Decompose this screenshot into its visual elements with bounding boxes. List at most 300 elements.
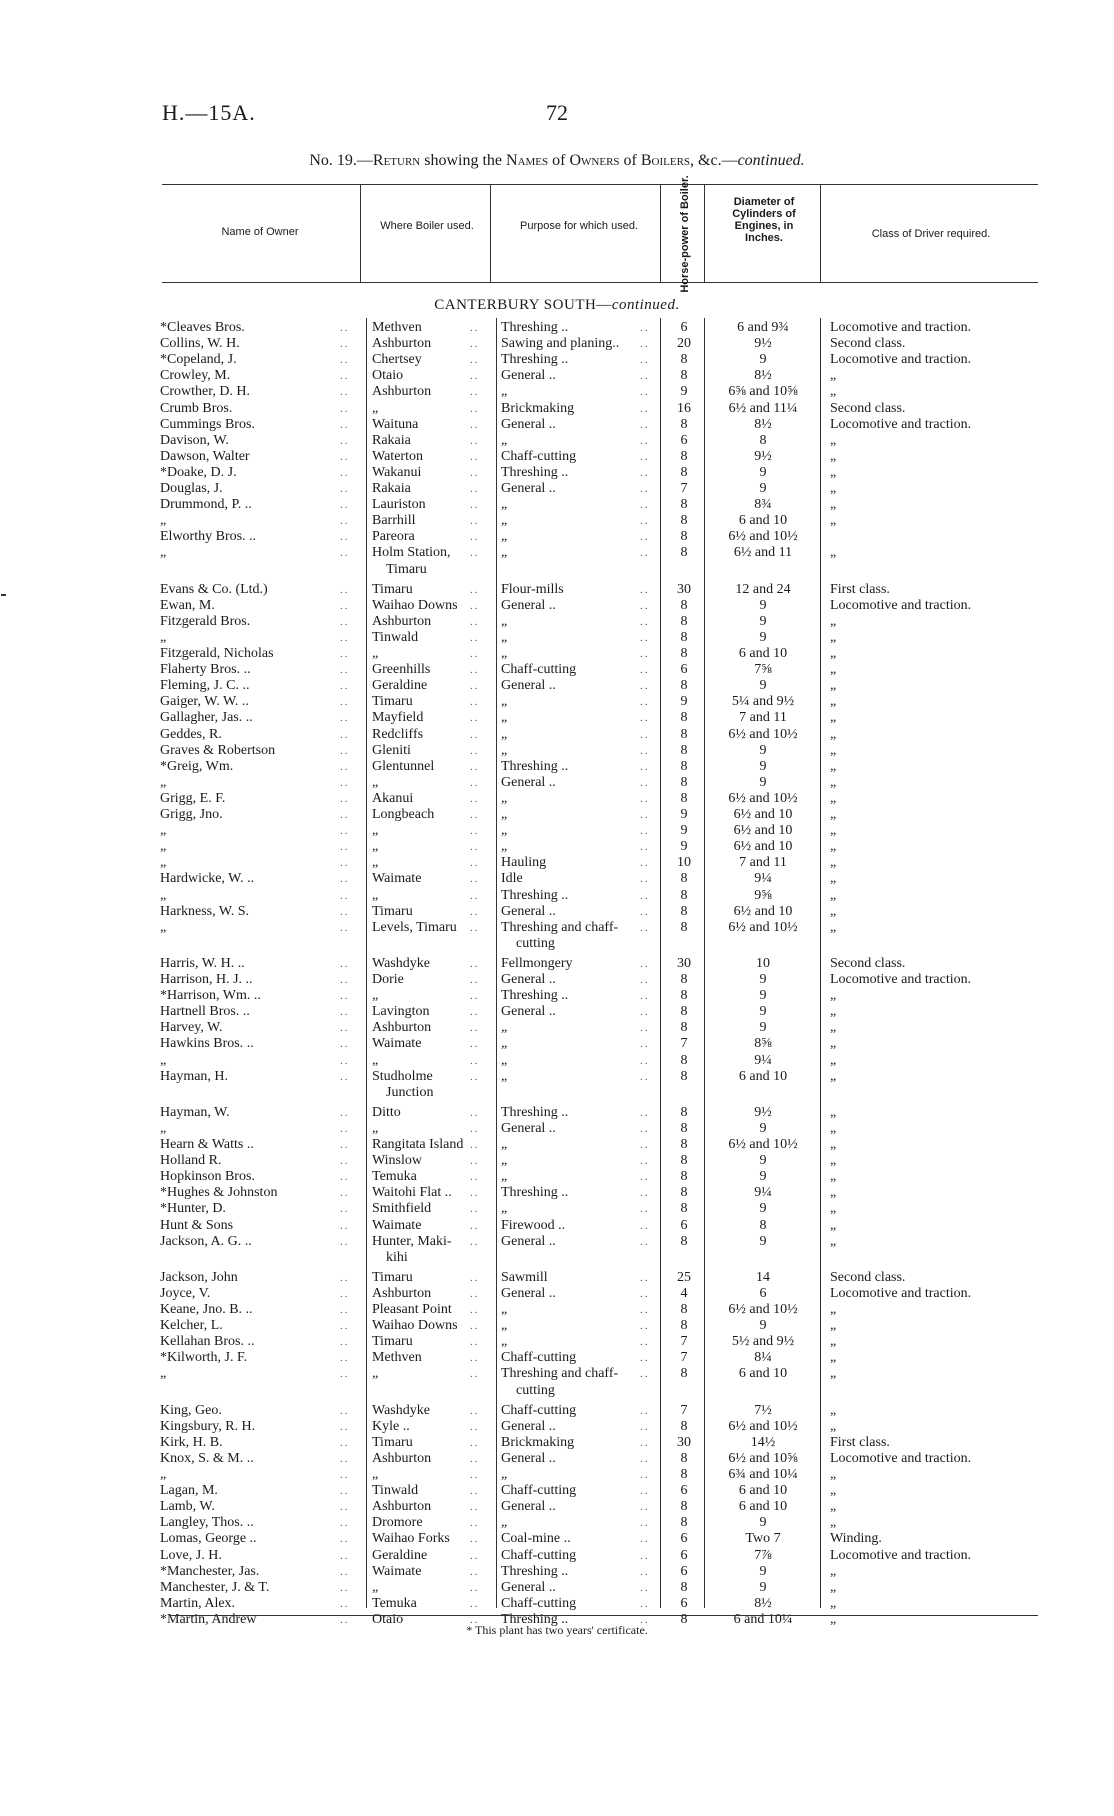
where-cell: Timaru [372,581,413,597]
where-leader: .. [470,957,480,970]
diameter-cell: 9 [759,613,767,629]
class-cell: „ [830,807,837,822]
owner-leader: .. [340,1352,350,1365]
class-cell: „ [830,790,837,806]
where-cell: „ [372,1579,379,1595]
where-cell: „ [372,887,379,903]
table-row [0,433,1114,449]
diameter-cell: 6½ and 11¼ [728,400,798,416]
diameter-cell: 9¼ [754,1052,772,1068]
purpose-leader: .. [640,905,650,918]
class-cell: Locomotive and traction. [830,416,972,432]
purpose-cell: „ [501,694,508,710]
hp-cell: 8 [680,758,688,774]
purpose-cell: General .. [501,481,556,496]
where-leader: .. [470,1219,480,1232]
where-cell: Levels, Timaru [372,919,457,935]
hp-cell: 8 [680,352,688,368]
owner-cell: Cummings Bros. [160,416,255,432]
diameter-cell: 9 [759,481,767,496]
purpose-leader: .. [640,434,650,447]
diameter-cell: 9⅝ [754,887,772,903]
owner-cell: „ [160,1366,167,1382]
table-row [0,775,1114,791]
where-leader: .. [470,873,480,886]
col-divider [360,184,361,282]
class-cell: Second class. [830,1269,906,1285]
where-leader: .. [470,583,480,596]
where-leader: .. [470,1549,480,1562]
diameter-cell: 9 [759,1233,767,1249]
where-cell: Ashburton [372,1020,432,1036]
purpose-cell: „ [501,1515,508,1531]
where-cell: Ditto [372,1104,401,1120]
owner-cell: Knox, S. & M. .. [160,1450,254,1466]
hp-cell: 6 [680,1563,688,1579]
where-cell: Ashburton [372,1499,432,1515]
where-cell: Ashburton [372,613,432,629]
purpose-continuation: cutting [516,935,555,951]
diameter-cell: 9½ [754,448,772,464]
purpose-leader: .. [640,1501,650,1514]
where-cell: Greenhills [372,662,431,678]
purpose-cell: General .. [501,1004,556,1020]
where-cell: Waimate [372,1036,422,1052]
owner-cell: Crumb Bros. [160,400,233,416]
table-row [0,759,1114,775]
diameter-cell: 9 [759,1579,767,1595]
hp-cell: 9 [680,694,688,710]
hp-cell: 6 [680,320,688,335]
class-cell: „ [830,1515,837,1531]
table-row [0,1302,1114,1318]
purpose-cell: Threshing .. [501,352,569,368]
owner-leader: .. [340,857,350,870]
where-leader: .. [470,1336,480,1349]
purpose-cell: Sawing and planing.. [501,336,620,352]
purpose-cell: Coal-mine .. [501,1531,571,1547]
purpose-leader: .. [640,1420,650,1433]
diameter-cell: 6½ and 10½ [728,790,798,806]
purpose-leader: .. [640,615,650,628]
table-row [0,1036,1114,1052]
hp-cell: 6 [680,1483,688,1499]
class-cell: „ [830,1120,837,1136]
class-cell: „ [830,742,837,758]
where-cell: Timaru [372,1334,413,1350]
purpose-cell: General .. [501,597,556,613]
owner-leader: .. [340,547,350,560]
owner-cell: Geddes, R. [160,726,222,742]
diameter-cell: 7 and 11 [739,855,787,871]
purpose-cell: „ [501,432,508,448]
class-cell: „ [830,384,837,400]
table-row [0,1580,1114,1596]
purpose-leader: .. [640,1336,650,1349]
table-row [0,497,1114,513]
diameter-cell: 9½ [754,336,772,352]
class-cell: Locomotive and traction. [830,320,972,335]
owner-cell: Hardwicke, W. .. [160,871,255,887]
owner-leader: .. [340,1404,350,1417]
purpose-leader: .. [640,1597,650,1610]
owner-leader: .. [340,418,350,431]
where-cell: Dorie [372,972,404,987]
purpose-cell: Threshing .. [501,758,569,774]
where-cell: Longbeach [372,807,435,822]
where-leader: .. [470,1420,480,1433]
owner-cell: Hopkinson Bros. [160,1169,255,1185]
class-cell: „ [830,1052,837,1068]
class-cell: „ [830,1418,837,1434]
where-leader: .. [470,1287,480,1300]
class-cell: „ [830,1169,837,1185]
class-cell: First class. [830,581,890,597]
owner-cell: King, Geo. [160,1402,222,1418]
purpose-cell: „ [501,1467,508,1482]
class-cell: „ [830,613,837,629]
class-cell: Locomotive and traction. [830,972,972,987]
where-cell: Tinwald [372,629,419,645]
owner-cell: Hearn & Watts .. [160,1137,254,1152]
hp-cell: 8 [680,1579,688,1595]
purpose-leader: .. [640,515,650,528]
hp-cell: 8 [680,1052,688,1068]
class-cell: „ [830,855,837,871]
purpose-leader: .. [640,1038,650,1051]
where-cell: Otaio [372,368,404,384]
diameter-cell: 8½ [754,368,772,384]
purpose-leader: .. [640,776,650,789]
purpose-cell: Threshing .. [501,1563,569,1579]
where-leader: .. [470,386,480,399]
hp-cell: 30 [677,581,691,597]
class-cell: „ [830,1579,837,1595]
hp-cell: 7 [680,481,688,496]
class-cell: „ [830,513,837,529]
table-row [0,1053,1114,1069]
class-cell: „ [830,1366,837,1382]
col-header-class: Class of Driver required. [871,228,991,240]
hp-cell: 8 [680,497,688,513]
owner-cell: Lamb, W. [160,1499,215,1515]
purpose-leader: .. [640,1006,650,1019]
class-cell: „ [830,887,837,903]
owner-cell: Martin, Alex. [160,1595,236,1611]
purpose-leader: .. [640,1171,650,1184]
purpose-leader: .. [640,599,650,612]
purpose-cell: Chaff-cutting [501,662,577,678]
where-leader: .. [470,1320,480,1333]
where-cell: Rangitata Island [372,1137,464,1152]
diameter-cell: 5¼ and 9½ [731,694,795,710]
purpose-leader: .. [640,338,650,351]
col-header-hp: Horse-power of Boiler. [679,175,691,293]
owner-leader: .. [340,1565,350,1578]
where-cell: Pareora [372,529,415,545]
class-cell: „ [830,1467,837,1482]
owner-cell: Kelcher, L. [160,1318,223,1334]
owner-leader: .. [340,990,350,1003]
purpose-cell: „ [501,823,508,839]
hp-cell: 8 [680,1515,688,1531]
hp-cell: 8 [680,1302,688,1317]
diameter-cell: 6½ and 10 [733,839,793,855]
where-leader: .. [470,599,480,612]
owner-leader: .. [340,1420,350,1433]
owner-leader: .. [340,728,350,741]
where-cell: „ [372,1467,379,1482]
header-bottom-rule [162,282,1038,283]
table-row [0,1596,1114,1612]
owner-cell: „ [160,855,167,871]
diameter-cell: 9 [759,774,767,790]
owner-cell: *Kilworth, J. F. [160,1350,248,1366]
owner-cell: *Copeland, J. [160,352,237,368]
class-cell: „ [830,1483,837,1499]
diameter-cell: 14 [756,1269,770,1285]
where-leader: .. [470,825,480,838]
purpose-leader: .. [640,1613,650,1626]
purpose-cell: „ [501,1137,508,1152]
where-cell: Temuka [372,1595,417,1611]
hp-cell: 7 [680,1334,688,1350]
where-leader: .. [470,1352,480,1365]
where-cell: Ashburton [372,1450,432,1466]
owner-leader: .. [340,648,350,660]
owner-leader: .. [340,1122,350,1135]
where-leader: .. [470,1203,480,1216]
hp-cell: 7 [680,1350,688,1366]
table-row [0,1366,1114,1382]
hp-cell: 8 [680,448,688,464]
owner-cell: *Doake, D. J. [160,464,237,480]
where-leader: .. [470,1054,480,1067]
table-row [0,678,1114,694]
where-leader: .. [470,1517,480,1530]
purpose-leader: .. [640,499,650,512]
table-row [0,614,1114,630]
where-leader: .. [470,990,480,1003]
where-continuation: Junction [386,1084,434,1100]
hp-cell: 8 [680,1366,688,1382]
table-row [0,1234,1114,1250]
purpose-leader: .. [640,402,650,415]
purpose-cell: General .. [501,1499,556,1515]
diameter-cell: 9 [759,1020,767,1036]
owner-leader: .. [340,1581,350,1594]
where-leader: .. [470,809,480,821]
owner-leader: .. [340,957,350,970]
purpose-leader: .. [640,354,650,367]
diameter-cell: 6½ and 10½ [728,529,798,545]
hp-cell: 16 [677,400,691,416]
where-leader: .. [470,354,480,367]
hp-cell: 30 [677,1434,691,1450]
class-cell: „ [830,823,837,839]
table-row [0,368,1114,384]
hp-cell: 8 [680,1201,688,1217]
diameter-cell: 6½ and 10⅝ [728,1450,798,1466]
table-row [0,417,1114,433]
table-row [0,529,1114,545]
purpose-leader: .. [640,1139,650,1151]
where-cell: Mayfield [372,710,424,726]
where-leader: .. [470,776,480,789]
purpose-cell: „ [501,742,508,758]
purpose-leader: .. [640,1368,650,1381]
hp-cell: 6 [680,662,688,678]
page-number: 72 [546,100,568,125]
purpose-cell: General .. [501,1579,556,1595]
where-cell: „ [372,988,379,1004]
table-row [0,1121,1114,1137]
owner-leader: .. [340,1155,350,1168]
purpose-cell: General .. [501,1233,556,1249]
class-cell: „ [830,1036,837,1052]
hp-cell: 8 [680,1233,688,1249]
owner-cell: Fleming, J. C. .. [160,678,250,694]
diameter-cell: 7⅞ [754,1547,772,1563]
where-cell: Methven [372,320,422,335]
hp-cell: 8 [680,678,688,694]
owner-leader: .. [340,515,350,528]
table-row [0,384,1114,400]
where-cell: Akanui [372,790,414,806]
table-row [0,1499,1114,1515]
hp-cell: 8 [680,1611,688,1627]
purpose-cell: General .. [501,903,556,919]
where-cell: Redcliffs [372,726,424,742]
purpose-cell: General .. [501,368,556,384]
table-row [0,1403,1114,1419]
diameter-cell: 6½ and 10 [733,807,793,822]
owner-cell: „ [160,1467,167,1482]
hp-cell: 8 [680,1153,688,1169]
owner-leader: .. [340,1469,350,1481]
table-row [0,582,1114,598]
table-row [0,743,1114,759]
purpose-leader: .. [640,1054,650,1067]
purpose-leader: .. [640,728,650,741]
class-cell: „ [830,774,837,790]
owner-cell: „ [160,545,167,561]
table-row [0,352,1114,368]
purpose-leader: .. [640,531,650,544]
hp-cell: 8 [680,1318,688,1334]
hp-cell: 4 [680,1285,688,1301]
table-row [0,823,1114,839]
owner-leader: .. [340,1219,350,1232]
purpose-cell: Threshing .. [501,1611,569,1627]
header-top-rule [162,184,1038,185]
table-row [0,1218,1114,1234]
where-leader: .. [470,1070,480,1083]
class-cell: „ [830,545,837,561]
class-cell: „ [830,1595,837,1611]
hp-cell: 8 [680,1004,688,1020]
where-cell: Waihao Downs [372,1318,458,1334]
diameter-cell: 9 [759,352,767,368]
class-cell: „ [830,1302,837,1317]
owner-leader: .. [340,1187,350,1200]
purpose-cell: „ [501,726,508,742]
owner-leader: .. [340,921,350,934]
where-leader: .. [470,1613,480,1626]
class-cell: Winding. [830,1531,882,1547]
purpose-leader: .. [640,322,650,334]
purpose-leader: .. [640,1122,650,1135]
purpose-cell: Threshing .. [501,320,569,335]
where-cell: Wakanui [372,464,422,480]
owner-cell: Hunt & Sons [160,1217,234,1233]
diameter-cell: 9 [759,678,767,694]
purpose-leader: .. [640,664,650,677]
class-cell: „ [830,1004,837,1020]
class-cell: „ [830,1137,837,1152]
class-cell: „ [830,1402,837,1418]
table-row [0,630,1114,646]
class-cell: „ [830,988,837,1004]
where-cell: Waimate [372,871,422,887]
diameter-cell: 9 [759,1169,767,1185]
diameter-cell: 14½ [750,1434,776,1450]
purpose-leader: .. [640,1106,650,1119]
purpose-cell: Hauling [501,855,547,871]
where-cell: Temuka [372,1169,417,1185]
where-leader: .. [470,631,480,644]
hp-cell: 8 [680,613,688,629]
owner-leader: .. [340,905,350,918]
owner-leader: .. [340,974,350,986]
table-row [0,1069,1114,1085]
hp-cell: 8 [680,1137,688,1152]
owner-cell: „ [160,774,167,790]
where-cell: Otaio [372,1611,404,1627]
diameter-cell: 6 and 10 [738,1499,788,1515]
class-cell: „ [830,1318,837,1334]
hp-cell: 8 [680,1169,688,1185]
diameter-cell: 6½ and 10 [733,823,793,839]
table-row [0,1286,1114,1302]
where-leader: .. [470,322,480,334]
diameter-cell: 9 [759,629,767,645]
table-row [0,481,1114,497]
owner-leader: .. [340,615,350,628]
where-leader: .. [470,1235,480,1248]
where-leader: .. [470,921,480,934]
owner-leader: .. [340,1320,350,1333]
diameter-cell: 7⅝ [754,662,772,678]
table-row [0,1564,1114,1580]
purpose-leader: .. [640,1271,650,1284]
diameter-cell: 6½ and 10½ [728,726,798,742]
purpose-leader: .. [640,857,650,870]
owner-leader: .. [340,1597,350,1610]
owner-leader: .. [340,583,350,596]
table-row [0,1548,1114,1564]
where-leader: .. [470,1304,480,1316]
purpose-leader: .. [640,1517,650,1530]
owner-cell: Davison, W. [160,432,229,448]
purpose-cell: „ [501,790,508,806]
where-cell: Smithfield [372,1201,432,1217]
purpose-leader: .. [640,1485,650,1498]
diameter-cell: 8 [759,432,767,448]
purpose-cell: „ [501,529,508,545]
where-cell: Ashburton [372,336,432,352]
table-row [0,888,1114,904]
